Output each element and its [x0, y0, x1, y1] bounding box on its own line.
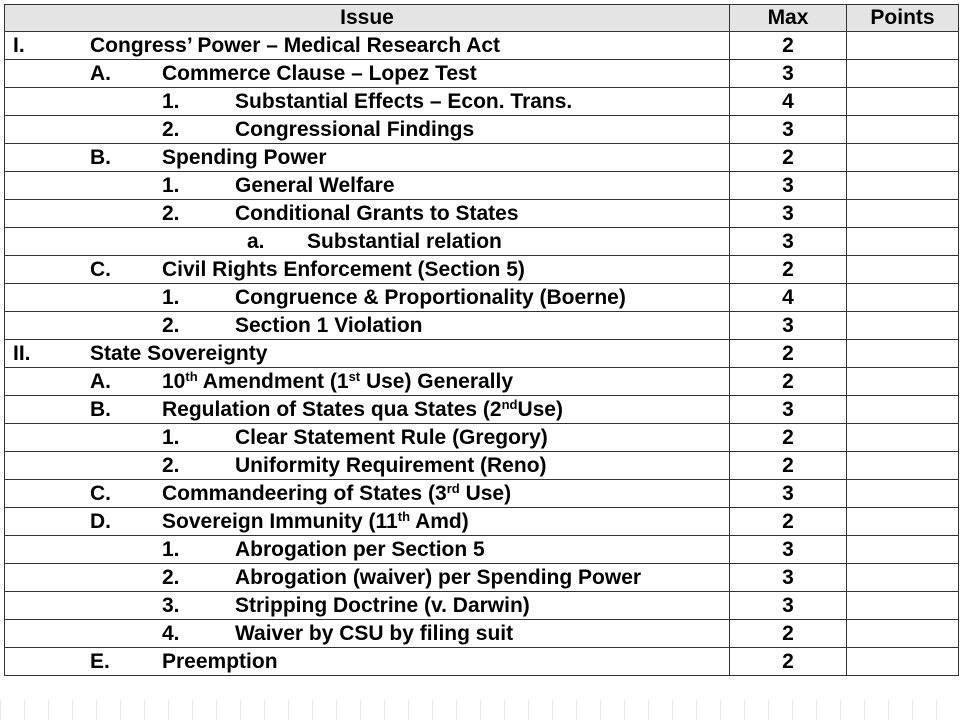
issue-cell: [5, 312, 730, 340]
max-points-cell: 3: [730, 60, 847, 88]
max-points-cell: 3: [730, 592, 847, 620]
ordinal-superscript: rd: [446, 481, 460, 496]
outline-label: 3.: [162, 594, 180, 617]
max-points-cell: 2: [730, 648, 847, 676]
issue-cell: [5, 620, 730, 648]
table-row: [5, 564, 959, 592]
max-points-cell: 2: [730, 32, 847, 60]
outline-label: 1.: [162, 538, 180, 561]
points-entry-cell[interactable]: [847, 452, 959, 480]
points-entry-cell[interactable]: [847, 116, 959, 144]
issue-column-header: Issue: [5, 5, 730, 32]
rubric-table: [4, 4, 959, 676]
issue-cell: [5, 396, 730, 424]
max-points-cell: 3: [730, 312, 847, 340]
points-entry-cell[interactable]: [847, 144, 959, 172]
issue-cell: [5, 480, 730, 508]
issue-text: [162, 368, 513, 395]
table-row: [5, 228, 959, 256]
outline-label: 1.: [162, 174, 180, 197]
max-points-cell: 3: [730, 536, 847, 564]
table-row: [5, 172, 959, 200]
table-row: [5, 340, 959, 368]
points-column-header: Points: [847, 5, 959, 32]
issue-text: [162, 508, 469, 535]
points-entry-cell[interactable]: [847, 368, 959, 396]
max-points-cell: 3: [730, 116, 847, 144]
issue-text: Clear Statement Rule (Gregory): [235, 426, 548, 449]
issue-text-part: Use): [517, 398, 563, 421]
table-row: [5, 536, 959, 564]
points-entry-cell[interactable]: [847, 536, 959, 564]
points-entry-cell[interactable]: [847, 32, 959, 60]
table-row: [5, 480, 959, 508]
points-entry-cell[interactable]: [847, 256, 959, 284]
max-points-cell: 2: [730, 340, 847, 368]
points-entry-cell[interactable]: [847, 312, 959, 340]
table-row: [5, 60, 959, 88]
issue-text: Spending Power: [162, 146, 327, 169]
table-row: [5, 200, 959, 228]
points-entry-cell[interactable]: [847, 340, 959, 368]
ordinal-superscript: st: [348, 369, 361, 384]
points-entry-cell[interactable]: [847, 620, 959, 648]
table-row: [5, 116, 959, 144]
points-entry-cell[interactable]: [847, 284, 959, 312]
outline-label: I.: [13, 34, 25, 57]
outline-label: D.: [90, 510, 111, 533]
table-row: [5, 452, 959, 480]
issue-cell: [5, 536, 730, 564]
issue-text: Commerce Clause – Lopez Test: [162, 62, 477, 85]
issue-text: Congruence & Proportionality (Boerne): [235, 286, 626, 309]
table-row: [5, 368, 959, 396]
issue-text: Congressional Findings: [235, 118, 475, 141]
outline-label: 2.: [162, 118, 180, 141]
ordinal-superscript: th: [397, 509, 411, 524]
issue-cell: [5, 592, 730, 620]
outline-label: II.: [13, 342, 31, 365]
issue-cell: [5, 60, 730, 88]
issue-cell: [5, 284, 730, 312]
points-entry-cell[interactable]: [847, 508, 959, 536]
max-points-cell: 4: [730, 284, 847, 312]
issue-text-part: Commandeering of States (3: [162, 482, 447, 505]
points-entry-cell[interactable]: [847, 564, 959, 592]
points-entry-cell[interactable]: [847, 480, 959, 508]
issue-text: State Sovereignty: [90, 342, 268, 365]
points-entry-cell[interactable]: [847, 592, 959, 620]
issue-text: [162, 480, 511, 507]
issue-text: Civil Rights Enforcement (Section 5): [162, 258, 525, 281]
max-points-cell: 2: [730, 620, 847, 648]
issue-cell: [5, 228, 730, 256]
max-points-cell: 2: [730, 452, 847, 480]
header-row: [5, 5, 959, 32]
outline-label: 4.: [162, 622, 180, 645]
table-row: [5, 88, 959, 116]
issue-cell: [5, 172, 730, 200]
max-points-cell: 2: [730, 368, 847, 396]
issue-cell: [5, 200, 730, 228]
issue-text-part: Sovereign Immunity (11: [162, 510, 398, 533]
table-row: [5, 256, 959, 284]
issue-cell: [5, 144, 730, 172]
issue-text: Conditional Grants to States: [235, 202, 519, 225]
points-entry-cell[interactable]: [847, 228, 959, 256]
issue-text: [162, 396, 563, 423]
max-points-cell: 3: [730, 396, 847, 424]
issue-text: Substantial relation: [307, 230, 502, 253]
issue-cell: [5, 256, 730, 284]
outline-label: C.: [90, 482, 111, 505]
issue-text-part: Amd): [410, 510, 469, 533]
issue-text: Waiver by CSU by filing suit: [235, 622, 514, 645]
points-entry-cell[interactable]: [847, 648, 959, 676]
issue-cell: [5, 116, 730, 144]
issue-text: General Welfare: [235, 174, 395, 197]
issue-text: Congress’ Power – Medical Research Act: [90, 34, 501, 57]
outline-label: 1.: [162, 90, 180, 113]
table-row: [5, 396, 959, 424]
issue-cell: [5, 564, 730, 592]
table-row: [5, 284, 959, 312]
issue-text-part: Regulation of States qua States (2: [162, 398, 502, 421]
points-entry-cell[interactable]: [847, 172, 959, 200]
max-points-cell: 3: [730, 172, 847, 200]
table-row: [5, 424, 959, 452]
max-points-cell: 3: [730, 228, 847, 256]
issue-text: Preemption: [162, 650, 278, 673]
table-row: [5, 648, 959, 676]
page-bottom-gridlines: [0, 700, 960, 720]
outline-label: 2.: [162, 454, 180, 477]
issue-cell: [5, 88, 730, 116]
max-points-cell: 2: [730, 256, 847, 284]
issue-cell: [5, 368, 730, 396]
outline-label: E.: [90, 650, 110, 673]
table-row: [5, 620, 959, 648]
outline-label: 1.: [162, 426, 180, 449]
rubric-body: [5, 32, 959, 676]
max-points-cell: 3: [730, 480, 847, 508]
issue-cell: [5, 424, 730, 452]
table-row: [5, 508, 959, 536]
issue-text: Uniformity Requirement (Reno): [235, 454, 547, 477]
issue-cell: [5, 452, 730, 480]
issue-text-part: Use): [459, 482, 512, 505]
max-points-cell: 4: [730, 88, 847, 116]
issue-text-part: Amendment (1: [197, 370, 349, 393]
table-row: [5, 312, 959, 340]
outline-label: 2.: [162, 566, 180, 589]
max-points-cell: 2: [730, 424, 847, 452]
outline-label: 2.: [162, 202, 180, 225]
table-row: [5, 144, 959, 172]
max-points-cell: 2: [730, 144, 847, 172]
outline-label: 1.: [162, 286, 180, 309]
outline-label: A.: [90, 62, 111, 85]
issue-text: Substantial Effects – Econ. Trans.: [235, 90, 573, 113]
issue-text: Stripping Doctrine (v. Darwin): [235, 594, 530, 617]
outline-label: 2.: [162, 314, 180, 337]
outline-label: B.: [90, 398, 111, 421]
issue-text: Abrogation (waiver) per Spending Power: [235, 566, 642, 589]
max-points-cell: 3: [730, 200, 847, 228]
ordinal-superscript: nd: [501, 397, 518, 412]
issue-text: Section 1 Violation: [235, 314, 423, 337]
points-entry-cell[interactable]: [847, 88, 959, 116]
outline-label: C.: [90, 258, 111, 281]
table-row: [5, 592, 959, 620]
issue-text: Abrogation per Section 5: [235, 538, 485, 561]
points-entry-cell[interactable]: [847, 424, 959, 452]
outline-label: B.: [90, 146, 111, 169]
issue-cell: [5, 648, 730, 676]
max-points-cell: 2: [730, 508, 847, 536]
outline-label: a.: [247, 230, 265, 253]
issue-cell: [5, 340, 730, 368]
issue-cell: [5, 32, 730, 60]
points-entry-cell[interactable]: [847, 200, 959, 228]
rubric-table-wrapper: [4, 4, 959, 676]
issue-cell: [5, 508, 730, 536]
max-points-cell: 3: [730, 564, 847, 592]
points-entry-cell[interactable]: [847, 396, 959, 424]
outline-label: A.: [90, 370, 111, 393]
issue-text-part: Use) Generally: [360, 370, 514, 393]
points-entry-cell[interactable]: [847, 60, 959, 88]
table-row: [5, 32, 959, 60]
issue-text-part: 10: [162, 370, 186, 393]
max-column-header: Max: [730, 5, 847, 32]
ordinal-superscript: th: [185, 369, 198, 384]
